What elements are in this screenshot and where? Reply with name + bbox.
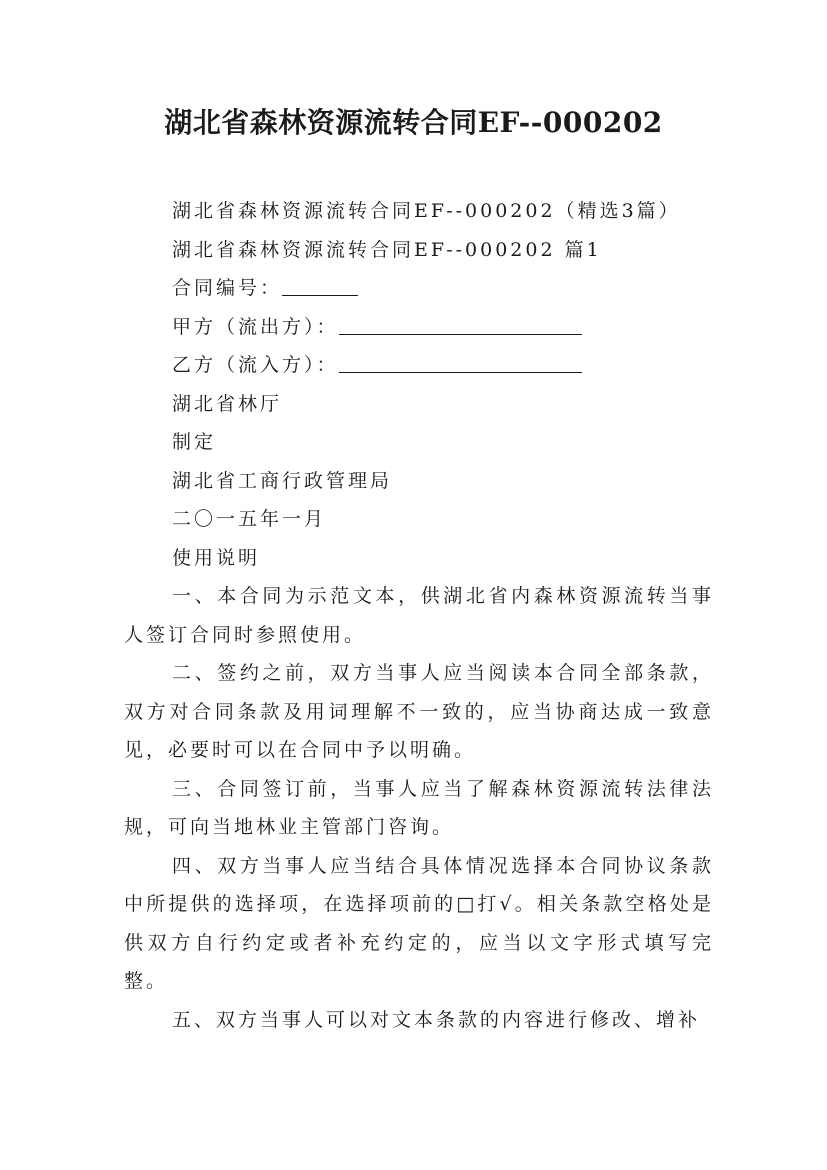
usage-paragraph-2: 二、签约之前，双方当事人应当阅读本合同全部条款，双方对合同条款及用词理解不一致的，应当协商达成一致意见，必要时可以在合同中予以明确。 (124, 662, 714, 761)
document-title: 湖北省森林资源流转合同EF--000202 (164, 106, 663, 139)
party-b-label: 乙方（流入方）： (172, 354, 339, 376)
document-subtitle: 湖北省森林资源流转合同EF--000202（精选3篇） (172, 200, 681, 222)
party-b-blank (339, 352, 582, 373)
party-b-line (124, 346, 714, 385)
usage-paragraph-4: 四、双方当事人应当结合具体情况选择本合同协议条款中所提供的选择项，在选择项前的□打√。相关条款空格处是供双方自行约定或者补充约定的，应当以文字形式填写完整。 (124, 854, 714, 992)
issuer-forestry-dept: 湖北省林厅 (172, 392, 283, 415)
issue-date: 二〇一五年一月 (172, 508, 327, 530)
usage-heading: 使用说明 (172, 546, 261, 569)
party-a-blank (339, 314, 582, 335)
issuer-action: 制定 (172, 431, 217, 453)
contract-number-blank (282, 275, 358, 296)
usage-paragraph-5: 五、双方当事人可以对文本条款的内容进行修改、增补 (172, 1008, 701, 1031)
contract-number-label: 合同编号： (172, 277, 283, 299)
section-heading: 湖北省森林资源流转合同EF--000202 篇1 (172, 238, 602, 261)
party-a-label: 甲方（流出方）： (172, 315, 339, 338)
usage-paragraph-3: 三、合同签订前，当事人应当了解森林资源流转法律法规，可向当地林业主管部门咨询。 (124, 777, 714, 838)
contract-number-line (124, 269, 714, 308)
issuer-admin-bureau: 湖北省工商行政管理局 (172, 469, 393, 492)
party-a-line (124, 308, 714, 347)
usage-paragraph-1: 一、本合同为示范文本，供湖北省内森林资源流转当事人签订合同时参照使用。 (124, 585, 714, 646)
document-body (124, 192, 714, 1039)
